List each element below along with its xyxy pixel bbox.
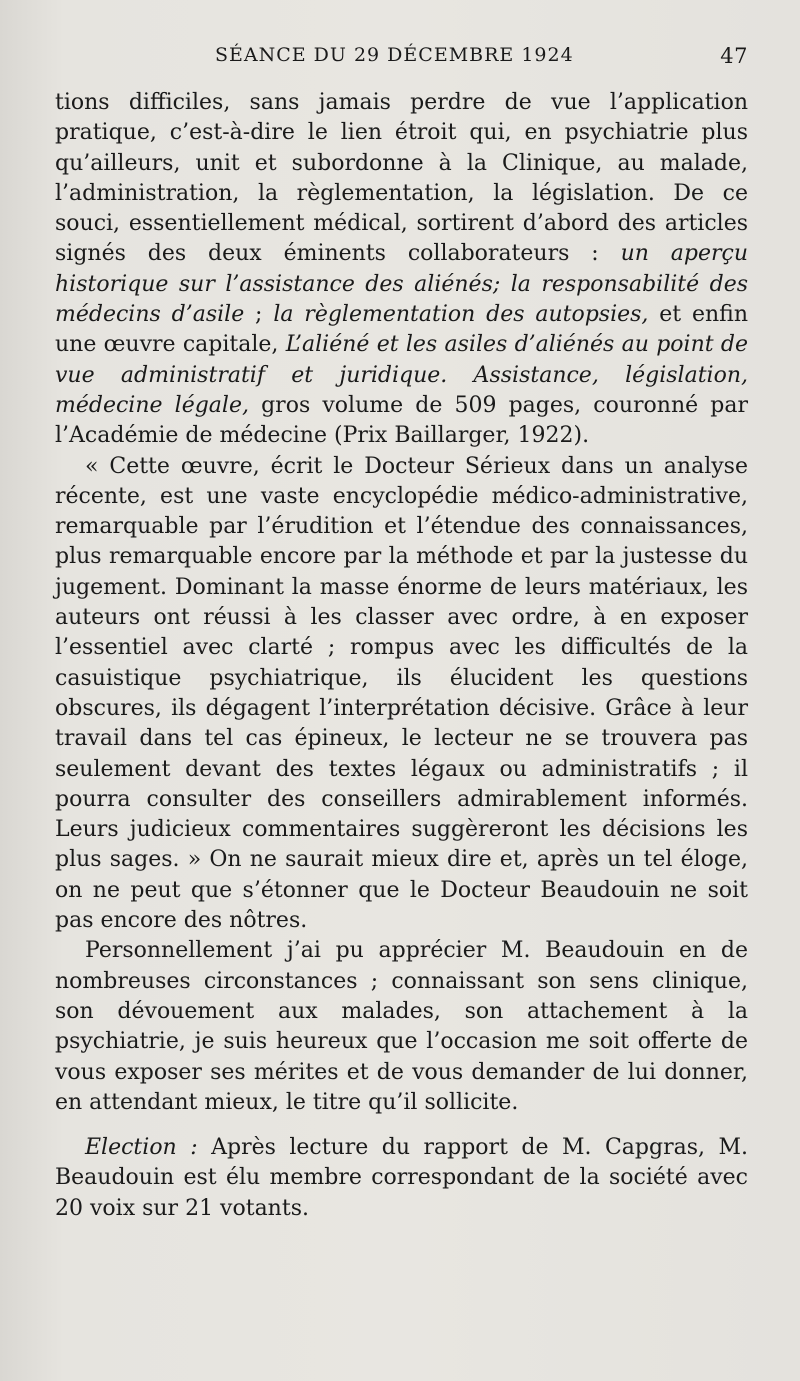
paragraph-1-text-b: ; (244, 302, 274, 328)
paragraph-2: « Cette œuvre, écrit le Docteur Sérieux dans un analyse récente, est une vaste encyclopédie médico-administrative, remarquable par l’érudition et l’étendue des connaissances, plus remarquable encore par la méthode et par la justesse du jugement. Dominant la masse énorme de leurs matériaux, les auteurs ont réussi à les classer avec ordre, à en exposer l’essentiel avec clarté ; rompus avec les difficultés de la casuistique psychiatrique, ils élucident les questions obscures, ils dégagent l’interprétation décisive. Grâce à leur travail dans tel cas épineux, le lecteur ne se trouvera pas seulement devant des textes légaux ou administratifs ; il pourra consulter des conseillers admirablement informés. Leurs judicieux commentaires suggèreront les décisions les plus sages. » On ne saurait mieux dire et, après un tel éloge, on ne peut que s’étonner que le Docteur Beaudouin ne soit pas encore des nôtres. (55, 453, 748, 934)
paragraph-1-italic-a: un aperçu historique sur l’assistance des aliénés; la responsabilité des médecins d’asile (55, 241, 748, 328)
paragraph-1-text-a: tions difficiles, sans jamais perdre de vue l’application pratique, c’est-à-dire le lien étroit qui, en psychiatrie plus qu’ailleurs, unit et subordonne à la Clinique, au malade, l’administration, la règlementation, la législation. De ce souci, essentiellement médical, sortirent d’abord des articles signés des deux éminents collaborateurs : (55, 90, 748, 267)
election-label: Election : (85, 1135, 198, 1161)
paragraph-1-text-c: et enfin une œuvre capitale, (55, 302, 748, 358)
running-head (55, 40, 748, 80)
paragraph-election (55, 1133, 748, 1224)
paragraph-1-italic-b: la règlementation des autopsies, (273, 302, 649, 328)
paragraph-1 (55, 88, 748, 452)
page-number: 47 (720, 44, 748, 68)
paragraph-3: Personnellement j’ai pu apprécier M. Beaudouin en de nombreuses circonstances ; connaissant son sens clinique, son dévouement aux malades, son attachement à la psychiatrie, je suis heureux que l’occasion me soit offerte de vous exposer ses mérites et de vous demander de lui donner, en attendant mieux, le titre qu’il sollicite. (55, 938, 748, 1115)
running-title: SÉANCE DU 29 DÉCEMBRE 1924 (215, 44, 574, 66)
body-text (55, 88, 748, 1224)
election-text: Après lecture du rapport de M. Capgras, M. Beaudouin est élu membre correspondant de la société avec 20 voix sur 21 votants. (55, 1135, 748, 1221)
paragraph-1-text-d: gros volume de 509 pages, couronné par l’Académie de médecine (Prix Baillarger, 1922). (55, 392, 748, 449)
paragraph-1-italic-c: L’aliéné et les asiles d’aliénés au point de vue administratif et juridique. Assistance, législation, médecine légale, (55, 332, 748, 418)
